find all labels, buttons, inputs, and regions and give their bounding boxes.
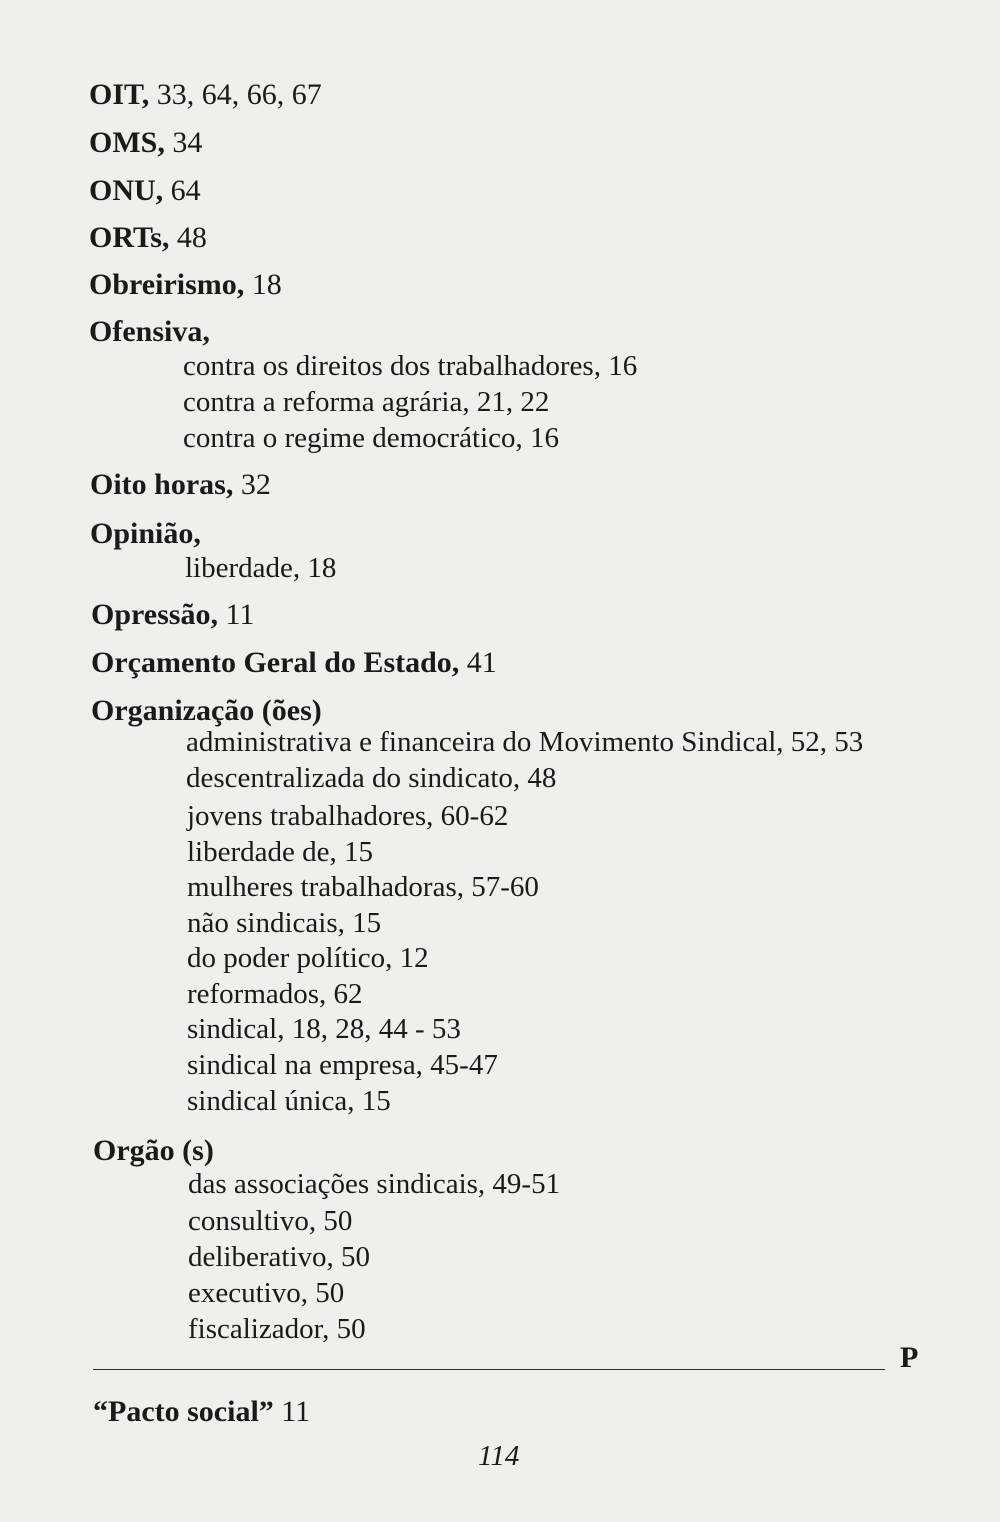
page-number: 114 (478, 1440, 520, 1472)
index-entry: OIT, 33, 64, 66, 67 (89, 78, 322, 111)
index-entry: Orgão (s) (93, 1134, 214, 1167)
index-entry: Opressão, 11 (91, 598, 255, 631)
subentry: descentralizada do sindicato, 48 (186, 762, 557, 794)
subentry: consultivo, 50 (188, 1205, 353, 1237)
index-entry: Organização (ões) (91, 694, 322, 727)
subentry: do poder político, 12 (187, 942, 429, 974)
section-divider (93, 1369, 885, 1370)
index-entry: Oito horas, 32 (90, 468, 271, 501)
subentry: reformados, 62 (187, 978, 363, 1010)
subentry: executivo, 50 (188, 1277, 345, 1309)
subentry: liberdade de, 15 (187, 836, 374, 868)
index-entry: OMS, 34 (89, 126, 203, 159)
subentry: não sindicais, 15 (187, 907, 382, 939)
subentry: deliberativo, 50 (188, 1241, 371, 1273)
subentry: contra a reforma agrária, 21, 22 (183, 386, 550, 418)
index-entry: ONU, 64 (89, 174, 201, 207)
subentry: contra o regime democrático, 16 (183, 422, 560, 454)
subentry: liberdade, 18 (185, 552, 337, 584)
subentry: contra os direitos dos trabalhadores, 16 (183, 350, 638, 382)
subentry: das associações sindicais, 49-51 (188, 1168, 561, 1200)
index-entry: Opinião, (90, 517, 201, 550)
index-entry: ORTs, 48 (89, 221, 207, 254)
subentry: mulheres trabalhadoras, 57-60 (187, 871, 539, 903)
index-entry: Orçamento Geral do Estado, 41 (91, 646, 497, 679)
subentry: jovens trabalhadores, 60-62 (187, 800, 509, 832)
subentry: administrativa e financeira do Movimento Sindical, 52, 53 (186, 726, 864, 758)
subentry: sindical, 18, 28, 44 - 53 (187, 1013, 461, 1045)
index-entry: Ofensiva, (89, 315, 210, 348)
index-entry: Obreirismo, 18 (89, 268, 282, 301)
section-letter: P (900, 1341, 919, 1374)
subentry: fiscalizador, 50 (188, 1313, 366, 1345)
index-entry: “Pacto social” 11 (93, 1395, 311, 1428)
subentry: sindical única, 15 (187, 1085, 391, 1117)
subentry: sindical na empresa, 45-47 (187, 1049, 498, 1081)
